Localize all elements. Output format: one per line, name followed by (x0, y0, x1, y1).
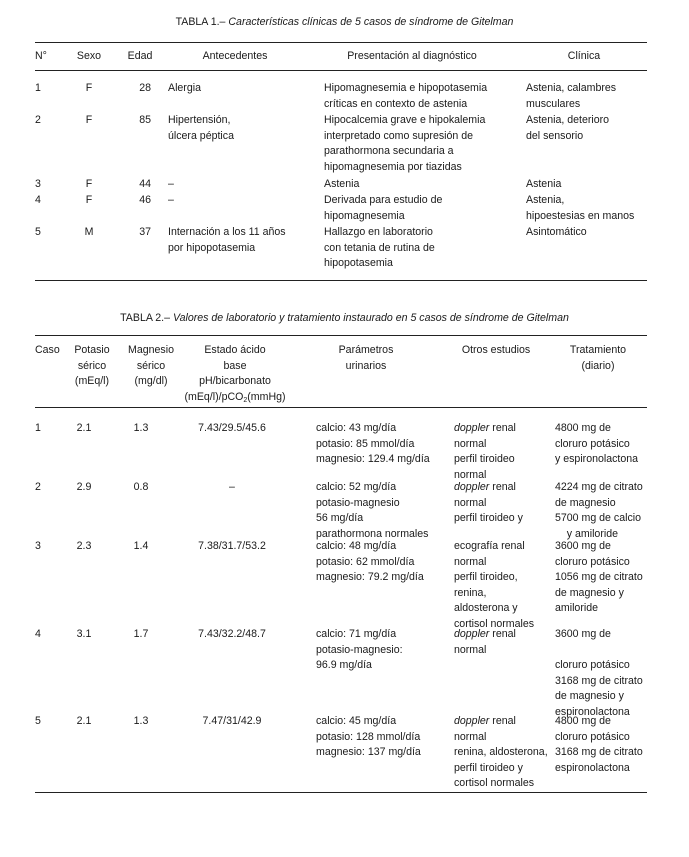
t2-cell-potasio: 2.3 (76, 540, 92, 552)
t1-cell-edad: 46 (139, 194, 151, 206)
t2-cell-magnesio: 1.3 (133, 422, 149, 434)
t1-cell-edad: 37 (139, 226, 151, 238)
t2-cell-magnesio: 1.7 (133, 628, 149, 640)
t1-cell-n: 1 (35, 82, 41, 94)
t2-cell-otros-rest: normal perfil tiroideo y (454, 496, 523, 524)
table1-caption-prefix: TABLA 1.– (175, 16, 226, 28)
t1-cell-presentacion: Derivada para estudio de hipomagnesemia (324, 194, 443, 222)
t2-header-otros: Otros estudios (461, 344, 531, 356)
t1-cell-sexo: F (85, 114, 93, 126)
t2-cell-otros (454, 714, 548, 792)
t2-cell-potasio: 3.1 (76, 628, 92, 640)
t2-header-acido-units-post: (mmHg) (247, 390, 286, 403)
table2-top-rule (35, 335, 647, 336)
t2-cell-otros (454, 627, 516, 658)
table1-caption (0, 16, 689, 28)
t1-header-sexo: Sexo (76, 50, 102, 62)
t2-cell-magnesio: 1.4 (133, 540, 149, 552)
t2-cell-magnesio: 1.3 (133, 715, 149, 727)
t1-cell-antecedentes: – (168, 178, 174, 190)
t2-header-caso: Caso (35, 344, 60, 356)
t1-cell-antecedentes: Alergia (168, 82, 201, 94)
t2-cell-otros-italic: doppler (454, 715, 490, 727)
t2-cell-tratamiento: 3600 mg de cloruro potásico 3168 mg de citrato de magnesio y espironolactona (555, 628, 643, 718)
t2-cell-urinarios: calcio: 45 mg/día potasio: 128 mmol/día magnesio: 137 mg/día (316, 715, 421, 758)
t2-header-tratamiento: Tratamiento (diario) (569, 344, 627, 372)
t2-header-acido-units-pre: (mEq/l)/pCO (184, 390, 244, 403)
t2-cell-tratamiento: 3600 mg de cloruro potásico 1056 mg de citrato de magnesio y amiloride (555, 540, 643, 614)
t1-cell-presentacion: Hallazgo en laboratorio con tetania de rutina de hipopotasemia (324, 226, 435, 269)
t1-cell-edad: 28 (139, 82, 151, 94)
table2-header-rule (35, 407, 647, 408)
t2-cell-caso: 5 (35, 715, 41, 727)
t2-cell-acido: – (229, 481, 235, 493)
t2-cell-potasio: 2.1 (76, 715, 92, 727)
t2-cell-potasio: 2.9 (76, 481, 92, 493)
t1-cell-sexo: F (85, 178, 93, 190)
t2-cell-acido: 7.43/32.2/48.7 (198, 628, 266, 640)
t2-header-urinarios: Parámetros urinarios (338, 344, 394, 372)
t2-header-acido-units-sub: 2 (243, 396, 248, 404)
table1-bottom-rule (35, 280, 647, 281)
t1-cell-edad: 85 (139, 114, 151, 126)
table2-bottom-rule (35, 792, 647, 793)
t1-cell-antecedentes: Hipertensión, úlcera péptica (168, 114, 234, 142)
t1-cell-antecedentes: Internación a los 11 años por hipopotasemia (168, 226, 286, 254)
t2-cell-otros-rest: normal (454, 643, 487, 656)
t1-cell-sexo: F (85, 82, 93, 94)
t2-cell-otros-italic: doppler (454, 628, 490, 640)
t2-cell-urinarios: calcio: 52 mg/día potasio-magnesio 56 mg/día parathormona normales (316, 481, 429, 540)
table1-caption-title: Características clínicas de 5 casos de síndrome de Gitelman (228, 16, 514, 28)
t1-cell-clinica: Asintomático (526, 226, 587, 238)
t1-cell-clinica: Astenia, deterioro del sensorio (526, 114, 610, 142)
table1-top-rule (35, 42, 647, 43)
t1-header-antecedentes: Antecedentes (202, 50, 268, 62)
t2-cell-tratamiento: 4800 mg de cloruro potásico 3168 mg de citrato espironolactona (555, 715, 643, 774)
t1-header-n: N° (35, 50, 47, 62)
t2-cell-otros-first: renal (489, 628, 516, 640)
table2-caption (0, 312, 689, 324)
t1-cell-clinica: Astenia, hipoestesias en manos (526, 194, 635, 222)
t2-cell-otros-first: ecografía renal (454, 540, 525, 552)
t2-cell-acido: 7.43/29.5/45.6 (198, 422, 266, 434)
t2-cell-otros (454, 539, 534, 632)
t2-cell-tratamiento: 4224 mg de citrato de magnesio 5700 mg de calcio y amiloride (555, 481, 643, 540)
t1-cell-n: 3 (35, 178, 41, 190)
t1-cell-n: 2 (35, 114, 41, 126)
t2-cell-otros-rest: normal perfil tiroideo normal (454, 437, 515, 481)
t2-header-acido (180, 343, 290, 405)
t1-cell-sexo: M (84, 226, 94, 238)
t2-cell-otros-first: renal (489, 481, 516, 493)
table2-caption-prefix: TABLA 2.– (120, 312, 170, 324)
t1-header-edad: Edad (127, 50, 153, 62)
table1-header-rule (35, 70, 647, 71)
t2-cell-otros-first: renal (489, 422, 516, 434)
t2-cell-otros (454, 421, 516, 483)
t1-cell-clinica: Astenia, calambres musculares (526, 82, 617, 110)
t2-cell-otros-italic: doppler (454, 481, 490, 493)
t1-cell-sexo: F (85, 194, 93, 206)
t2-cell-acido: 7.38/31.7/53.2 (198, 540, 266, 552)
t2-cell-caso: 3 (35, 540, 41, 552)
t2-cell-acido: 7.47/31/42.9 (202, 715, 262, 727)
t2-cell-potasio: 2.1 (76, 422, 92, 434)
t2-cell-magnesio: 0.8 (133, 481, 149, 493)
t1-cell-n: 4 (35, 194, 41, 206)
t1-cell-clinica: Astenia (526, 178, 562, 190)
t1-cell-presentacion: Hipomagnesemia e hipopotasemia críticas en contexto de astenia (324, 82, 488, 110)
t1-cell-antecedentes: – (168, 194, 174, 206)
t2-cell-caso: 4 (35, 628, 41, 640)
t2-cell-urinarios: calcio: 43 mg/día potasio: 85 mmol/día magnesio: 129.4 mg/día (316, 422, 430, 465)
t1-cell-presentacion: Hipocalcemia grave e hipokalemia interpretado como supresión de parathormona secundaria a hipomagnesemia por tiazidas (324, 114, 486, 173)
t2-cell-otros-italic: doppler (454, 422, 490, 434)
t1-header-clinica: Clínica (567, 50, 601, 62)
t2-cell-otros (454, 480, 523, 527)
t1-header-presentacion: Presentación al diagnóstico (347, 50, 477, 62)
t2-header-acido-lines: Estado ácido base pH/bicarbonato (199, 344, 271, 387)
t2-cell-urinarios: calcio: 48 mg/día potasio: 62 mmol/día magnesio: 79.2 mg/día (316, 540, 424, 583)
t1-cell-n: 5 (35, 226, 41, 238)
t2-cell-otros-rest: normal perfil tiroideo, renina, aldosterona y cortisol normales (454, 555, 535, 630)
t2-cell-tratamiento: 4800 mg de cloruro potásico y espironolactona (555, 422, 639, 465)
t2-cell-otros-first: renal (489, 715, 516, 727)
t2-cell-caso: 1 (35, 422, 41, 434)
t2-cell-urinarios: calcio: 71 mg/día potasio-magnesio: 96.9 mg/día (316, 628, 403, 671)
t1-cell-edad: 44 (139, 178, 151, 190)
t2-cell-otros-rest: normal renina, aldosterona, perfil tiroideo y cortisol normales (454, 730, 548, 789)
t2-header-potasio: Potasio sérico (mEq/l) (74, 344, 110, 387)
t2-header-magnesio: Magnesio sérico (mg/dl) (128, 344, 174, 387)
t2-header-acido-units (180, 390, 290, 406)
table2-caption-title: Valores de laboratorio y tratamiento instaurado en 5 casos de síndrome de Gitelman (172, 312, 569, 324)
t2-cell-caso: 2 (35, 481, 41, 493)
t1-cell-presentacion: Astenia (324, 178, 360, 190)
